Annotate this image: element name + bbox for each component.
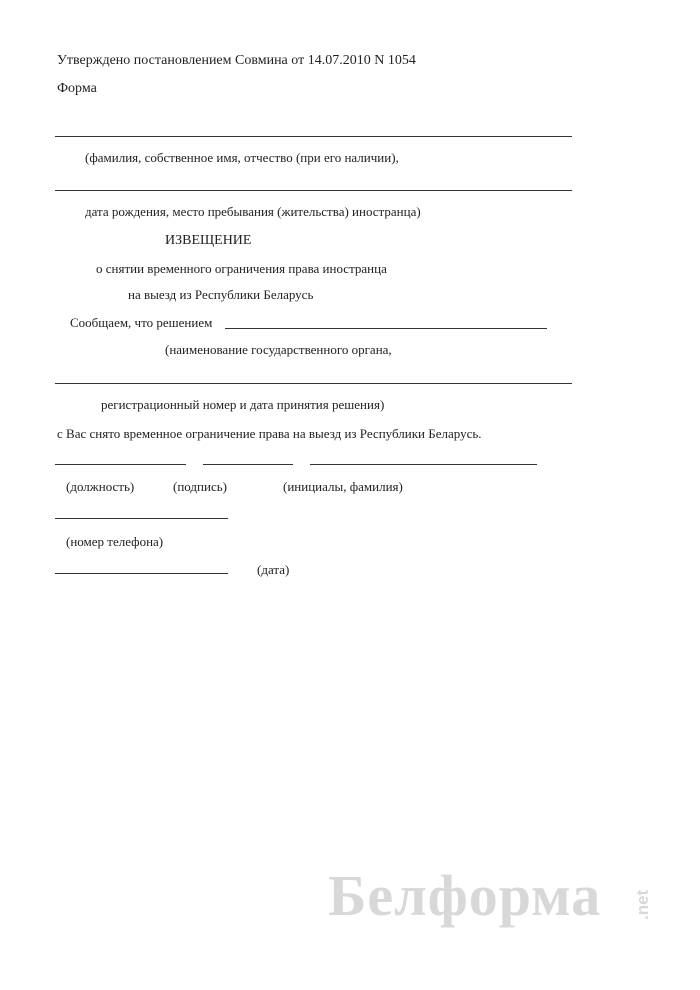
- signature-line: [203, 464, 293, 465]
- decision-prefix: Сообщаем, что решением: [70, 315, 213, 330]
- document-subtitle-line1: о снятии временного ограничения права иностранца: [96, 261, 387, 276]
- position-caption: (должность): [66, 479, 135, 494]
- authority-line: [225, 328, 547, 329]
- signature-caption: (подпись): [173, 479, 227, 494]
- watermark-brand: Белформа: [328, 863, 602, 928]
- decision-details-line: [55, 383, 572, 384]
- recipient-details-line: [55, 190, 572, 191]
- date-line: [55, 573, 228, 574]
- watermark-suffix: .net: [633, 889, 652, 920]
- approval-note: Утверждено постановлением Совмина от 14.07.2010 N 1054: [57, 53, 416, 68]
- position-line: [55, 464, 186, 465]
- restriction-lifted-statement: с Вас снято временное ограничение права на выезд из Республики Беларусь.: [57, 426, 482, 441]
- full-name-line: [310, 464, 537, 465]
- recipient-name-caption: (фамилия, собственное имя, отчество (при его наличии),: [85, 150, 399, 165]
- date-caption: (дата): [257, 562, 290, 577]
- phone-caption: (номер телефона): [66, 534, 164, 549]
- form-label: Форма: [57, 81, 97, 96]
- recipient-details-caption: дата рождения, место пребывания (жительства) иностранца): [85, 204, 421, 219]
- phone-line: [55, 518, 228, 519]
- recipient-name-line: [55, 136, 572, 137]
- document-title: ИЗВЕЩЕНИЕ: [165, 233, 252, 248]
- full-name-caption: (инициалы, фамилия): [283, 479, 403, 494]
- document-subtitle-line2: на выезд из Республики Беларусь: [128, 287, 314, 302]
- decision-details-caption: регистрационный номер и дата принятия решения): [101, 397, 385, 412]
- authority-caption: (наименование государственного органа,: [165, 342, 392, 357]
